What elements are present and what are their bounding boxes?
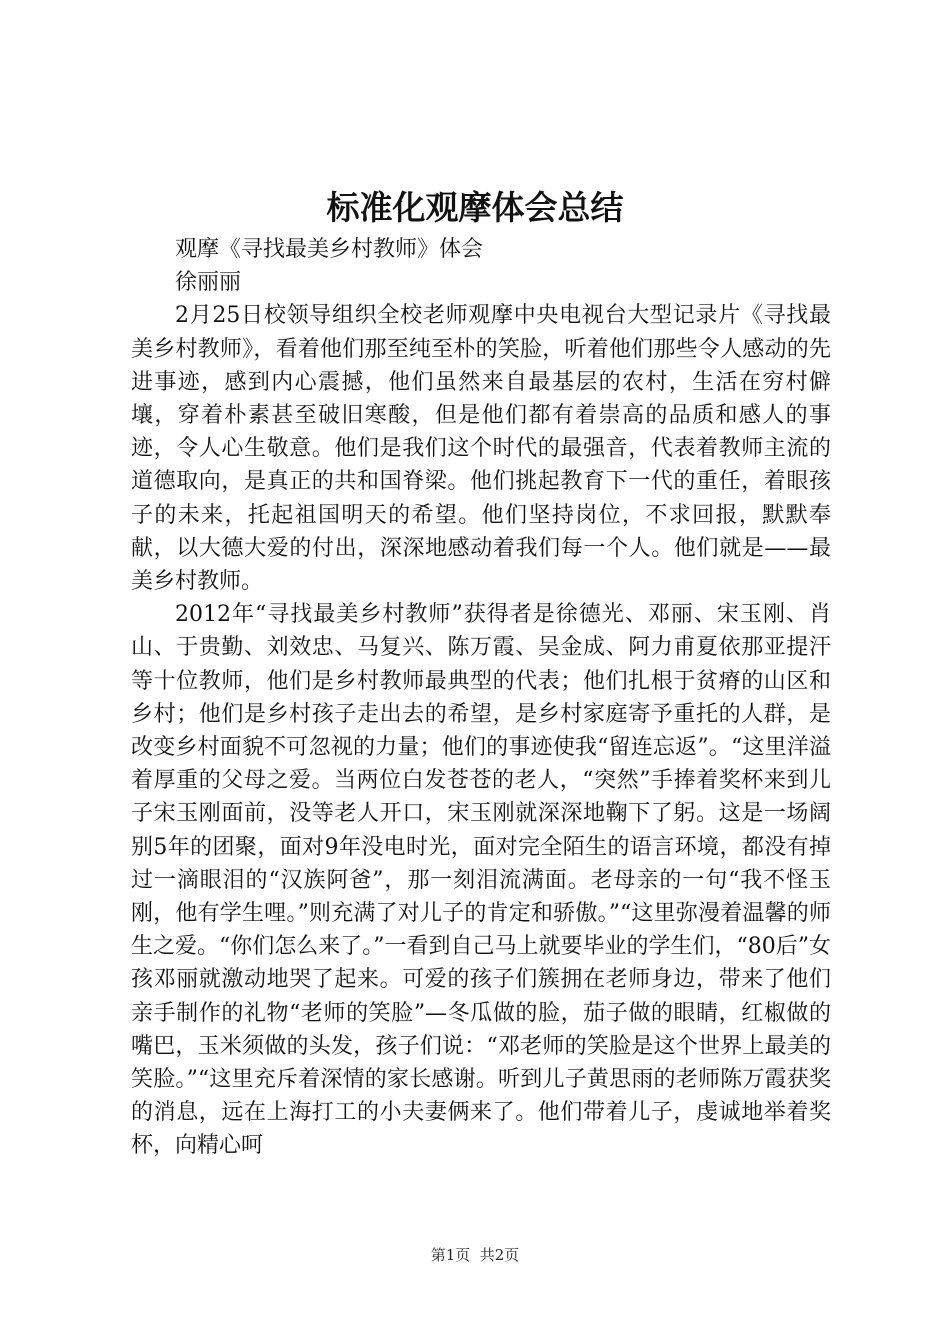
body-paragraph: 2月25日校领导组织全校老师观摩中央电视台大型记录片《寻找最美乡村教师》，看着他们那至纯至朴的笑脸，听着他们那些令人感动的先进事迹，感到内心震撼，他们虽然来自最基层的农村，生活在穷村僻壤，穿着朴素甚至破旧寒酸，但是他们都有着崇高的品质和感人的事迹，令人心生敬意。他们是我们这个时代的最强音，代表着教师主流的道德取向，是真正的共和国脊梁。他们挑起教育下一代的重任，着眼孩子的未来，托起祖国明天的希望。他们坚持岗位，不求回报，默默奉献，以大德大爱的付出，深深地感动着我们每一个人。他们就是——最美乡村教师。: [131, 303, 831, 595]
document-title: 标准化观摩体会总结: [326, 188, 624, 227]
subtitle-paragraph: 观摩《寻找最美乡村教师》体会: [175, 237, 484, 262]
body-paragraph: 2012年“寻找最美乡村教师”获得者是徐德光、邓丽、宋玉刚、肖山、于贵勤、刘效忠、马复兴、陈万霞、吴金成、阿力甫夏依那亚提汗等十位教师，他们是乡村教师最典型的代表；他们扎根于贫瘠的山区和乡村；他们是乡村孩子走出去的希望，是乡村家庭寄予重托的人群，是改变乡村面貌不可忽视的力量；他们的事迹使我“留连忘返”。“这里洋溢着厚重的父母之爱。当两位白发苍苍的老人，“突然”手捧着奖杯来到儿子宋玉刚面前，没等老人开口，宋玉刚就深深地鞠下了躬。这是一场阔别5年的团聚，面对9年没电时光，面对完全陌生的语言环境，都没有掉过一滴眼泪的“汉族阿爸”，那一刻泪流满面。老母亲的一句“我不怪玉刚，他有学生哩。”则充满了对儿子的肯定和骄傲。”“这里弥漫着温馨的师生之爱。“你们怎么来了。”一看到自己马上就要毕业的学生们，“80后”女孩邓丽就激动地哭了起来。可爱的孩子们簇拥在老师身边，带来了他们亲手制作的礼物“老师的笑脸”—冬瓜做的脸，茄子做的眼睛，红椒做的嘴巴，玉米须做的头发，孩子们说：“邓老师的笑脸是这个世界上最美的笑脸。”“这里充斥着深情的家长感谢。听到儿子黄思雨的老师陈万霞获奖的消息，远在上海打工的小夫妻俩来了。他们带着儿子，虔诚地举着奖杯，向精心呵: [131, 602, 831, 1159]
page-number: 第1页 共2页: [430, 1246, 520, 1264]
page-footer: [0, 1245, 950, 1265]
author-paragraph: 徐丽丽: [175, 270, 242, 296]
document-body: [131, 233, 831, 1163]
